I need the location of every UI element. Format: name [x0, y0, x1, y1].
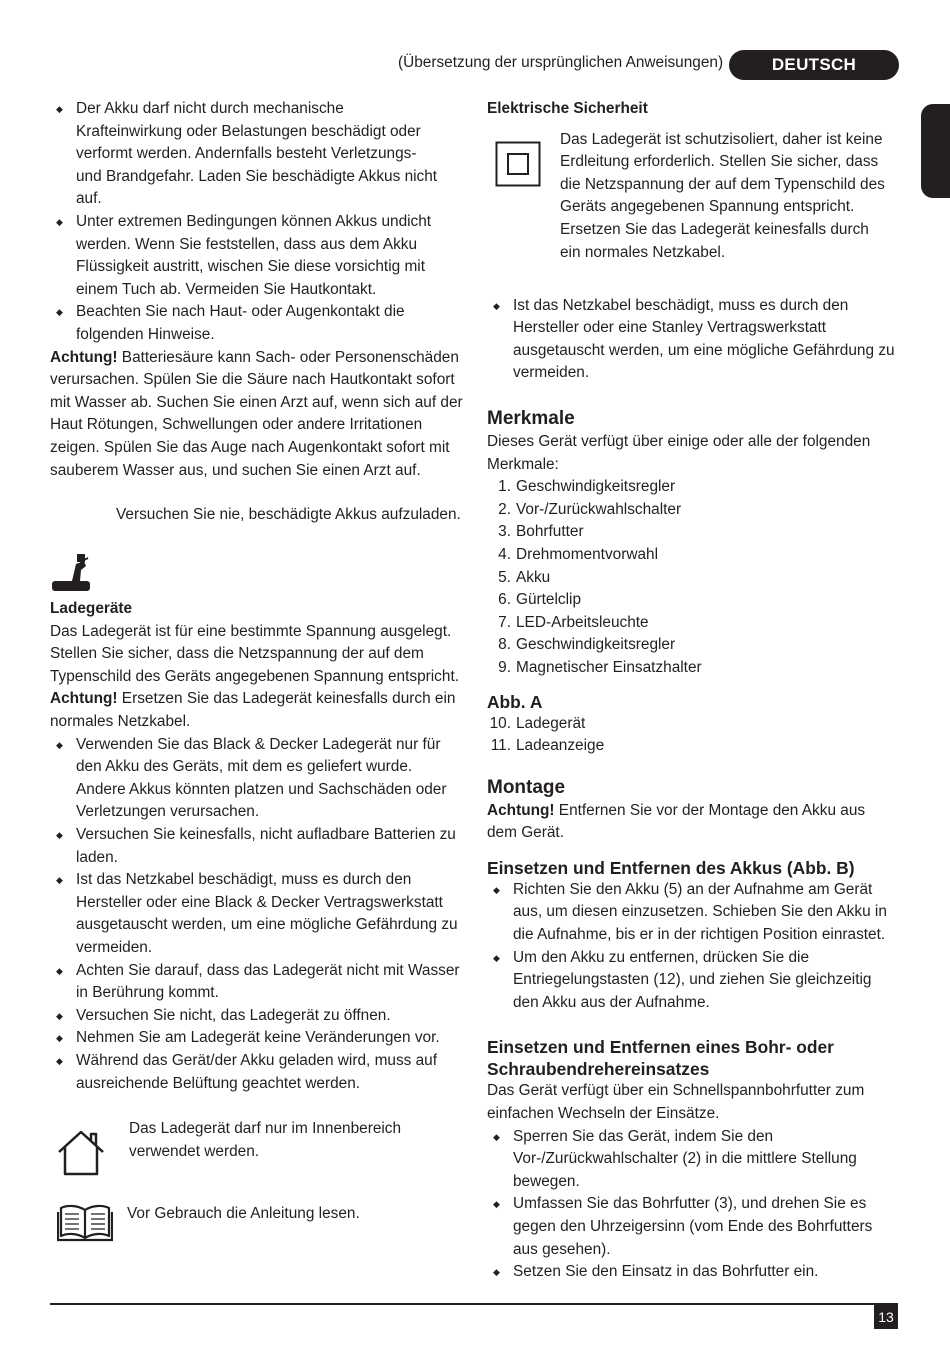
bit-insert-heading: Einsetzen und Entfernen eines Bohr- oder Schraubendrehereinsatzes — [487, 1037, 834, 1080]
battery-insert-bullet-2: ◆ Um den Akku zu entfernen, drücken Sie die Entriegelungstasten (12), und ziehen Sie gleichzeitig den Akku aus der Aufnahme. — [487, 947, 897, 1015]
figure-a-item-label: Ladegerät — [516, 714, 586, 732]
figure-a-item-number: 10. — [489, 714, 511, 732]
feature-item-number: 5. — [498, 568, 511, 586]
footer-rule — [50, 1303, 898, 1305]
feature-item-number: 9. — [498, 658, 511, 676]
battery-bullet-2: ◆ Unter extremen Bedingungen können Akkus undicht werden. Wenn Sie feststellen, dass aus dem Akku Flüssigkeit austritt, wischen Sie diese vorsichtig mit einem Tuch ab. Vermeiden Sie Hautkontakt. — [50, 211, 461, 301]
figure-a-item-number: 11. — [490, 737, 511, 755]
no-damaged-charge-row — [50, 490, 464, 536]
feature-item-label: Gürtelclip — [516, 591, 582, 609]
no-damaged-charge-text: Versuchen Sie nie, beschädigte Akkus aufzuladen. — [116, 506, 461, 524]
figure-a-item — [487, 713, 897, 736]
assembly-warning-text: Entfernen Sie vor der Montage den Akku aus dem Gerät. — [487, 801, 866, 842]
feature-item — [487, 657, 897, 680]
chargers-warning-label: Achtung! — [50, 690, 118, 708]
chargers-warning-text: Ersetzen Sie das Ladegerät keinesfalls durch ein normales Netzkabel. — [50, 690, 456, 731]
feature-item-label: Geschwindigkeitsregler — [516, 478, 676, 496]
read-manual-row — [50, 1192, 464, 1242]
features-heading: Merkmale — [487, 407, 575, 429]
acid-warning — [50, 347, 464, 483]
indoor-use-row — [50, 1118, 464, 1192]
feature-item-label: Magnetischer Einsatzhalter — [516, 658, 702, 676]
battery-insert-heading: Einsetzen und Entfernen des Akkus (Abb. B) — [487, 857, 855, 878]
charger-bullet-3: ◆ Ist das Netzkabel beschädigt, muss es durch den Hersteller oder eine Black & Decker Vertragswerkstatt ausgetauscht werden, um eine mögliche Gefährdung zu vermeiden. — [50, 869, 461, 959]
chargers-intro: Das Ladegerät ist für eine bestimmte Spannung ausgelegt. Stellen Sie sicher, dass die Netzspannung der auf dem Typenschild des Geräts angegebenen Spannung entspricht. — [50, 622, 459, 685]
electrical-safety-text: Das Ladegerät ist schutzisoliert, daher ist keine Erdleitung erforderlich. Stellen Sie sicher, dass die Netzspannung der auf dem Typenschild des Geräts angegebenen Spannung entspricht. Ersetzen Sie das Ladegerät keinesfalls durch ein normales Netzkabel. — [560, 130, 885, 261]
page-number: 13 — [874, 1305, 898, 1329]
charger-bullet-7: ◆ Während das Gerät/der Akku geladen wird, muss auf ausreichende Belüftung geachtet werden. — [50, 1050, 461, 1095]
feature-item-number: 2. — [498, 500, 511, 518]
feature-item-label: LED-Arbeitsleuchte — [516, 613, 649, 631]
manual-note: Vor Gebrauch die Anleitung lesen. — [127, 1205, 360, 1223]
charger-bullet-5: ◆ Versuchen Sie nicht, das Ladegerät zu öffnen. — [50, 1005, 461, 1028]
double-insulation-row — [487, 129, 897, 295]
assembly-heading: Montage — [487, 776, 566, 798]
features-list — [487, 476, 897, 679]
feature-item — [487, 544, 897, 567]
chargers-warning — [50, 688, 464, 733]
feature-item-number: 8. — [498, 636, 511, 654]
feature-item-label: Akku — [516, 568, 551, 586]
assembly-warning — [487, 800, 897, 845]
feature-item-label: Drehmomentvorwahl — [516, 545, 658, 563]
charger-bullet-4: ◆ Achten Sie darauf, dass das Ladegerät nicht mit Wasser in Berührung kommt. — [50, 960, 461, 1005]
battery-bullet-3: ◆ Beachten Sie nach Haut- oder Augenkontakt die folgenden Hinweise. — [50, 301, 461, 346]
feature-item-number: 3. — [498, 523, 511, 541]
feature-item — [487, 634, 897, 657]
feature-item — [487, 589, 897, 612]
assembly-warning-label: Achtung! — [487, 801, 555, 819]
section-tab-marker — [921, 104, 950, 198]
feature-item-label: Geschwindigkeitsregler — [516, 636, 676, 654]
feature-item — [487, 476, 897, 499]
feature-item-label: Vor-/Zurückwahlschalter — [516, 500, 682, 518]
features-intro: Dieses Gerät verfügt über einige oder alle der folgenden Merkmale: — [487, 432, 871, 473]
translation-note: (Übersetzung der ursprünglichen Anweisungen) — [398, 54, 724, 71]
figure-a-item-label: Ladeanzeige — [516, 737, 605, 755]
figure-a-list — [487, 713, 897, 758]
feature-item — [487, 612, 897, 635]
feature-item-label: Bohrfutter — [516, 523, 584, 541]
charger-bullet-6: ◆ Nehmen Sie am Ladegerät keine Veränderungen vor. — [50, 1027, 461, 1050]
acid-warning-text: Batteriesäure kann Sach- oder Personenschäden verursachen. Spülen Sie die Säure nach Hautkontakt sofort mit Wasser ab. Suchen Sie einen Arzt auf, wenn sich auf der Haut Rötungen, Schwellungen oder andere Irritationen zeigen. Spülen Sie das Auge nach Augenkontakt sofort mit sauberem Wasser aus, und suchen Sie einen Arzt auf. — [50, 348, 463, 479]
power-cord-bullet: ◆ Ist das Netzkabel beschädigt, muss es durch den Hersteller oder eine Stanley Vertragswerkstatt ausgetauscht werden, um eine mögliche Gefährdung zu vermeiden. — [487, 295, 897, 385]
feature-item-number: 1. — [498, 478, 511, 496]
open-book-icon — [57, 1202, 113, 1242]
electrical-safety-heading: Elektrische Sicherheit — [487, 100, 648, 117]
figure-a-item — [487, 735, 897, 758]
bit-insert-bullet-2: ◆ Umfassen Sie das Bohrfutter (3), und drehen Sie es gegen den Uhrzeigersinn (vom Ende des Bohrfutters aus gesehen). — [487, 1193, 897, 1261]
feature-item — [487, 521, 897, 544]
bit-insert-bullet-1: ◆ Sperren Sie das Gerät, indem Sie den Vor-/Zurückwahlschalter (2) in die mittlere Stellung bewegen. — [487, 1126, 897, 1194]
battery-bullet-1: ◆ Der Akku darf nicht durch mechanische Krafteinwirkung oder Belastungen beschädigt oder verformt werden. Andernfalls besteht Verletzungs- und Brandgefahr. Laden Sie beschädigte Akkus nicht auf. — [50, 98, 446, 211]
house-icon — [56, 1129, 106, 1177]
feature-item — [487, 567, 897, 590]
charger-bullet-2: ◆ Versuchen Sie keinesfalls, nicht aufladbare Batterien zu laden. — [50, 824, 461, 869]
battery-insert-bullet-1: ◆ Richten Sie den Akku (5) an der Aufnahme am Gerät aus, um diesen einzusetzen. Schieben Sie den Akku in die Aufnahme, bis er in der richtigen Position einrastet. — [487, 879, 897, 947]
chargers-heading: Ladegeräte — [50, 600, 133, 618]
feature-item-number: 7. — [498, 613, 511, 631]
left-column — [50, 98, 464, 1242]
double-insulation-icon — [495, 141, 541, 187]
acid-warning-label: Achtung! — [50, 348, 118, 366]
charger-bullet-1: ◆ Verwenden Sie das Black & Decker Ladegerät nur für den Akku des Geräts, mit dem es geliefert wurde. Andere Akkus könnten platzen und Sachschäden oder Verletzungen verursachen. — [50, 734, 461, 824]
feature-item-number: 6. — [498, 591, 511, 609]
feature-item — [487, 499, 897, 522]
bit-insert-bullet-3: ◆ Setzen Sie den Einsatz in das Bohrfutter ein. — [487, 1261, 897, 1284]
charger-symbol-icon — [50, 548, 464, 598]
bit-insert-intro: Das Gerät verfügt über ein Schnellspannbohrfutter zum einfachen Wechseln der Einsätze. — [487, 1082, 865, 1123]
feature-item-number: 4. — [498, 545, 511, 563]
right-column — [487, 98, 897, 1284]
figure-a-heading: Abb. A — [487, 691, 543, 712]
indoor-note: Das Ladegerät darf nur im Innenbereich verwendet werden. — [129, 1120, 402, 1160]
language-badge: DEUTSCH — [729, 50, 899, 80]
